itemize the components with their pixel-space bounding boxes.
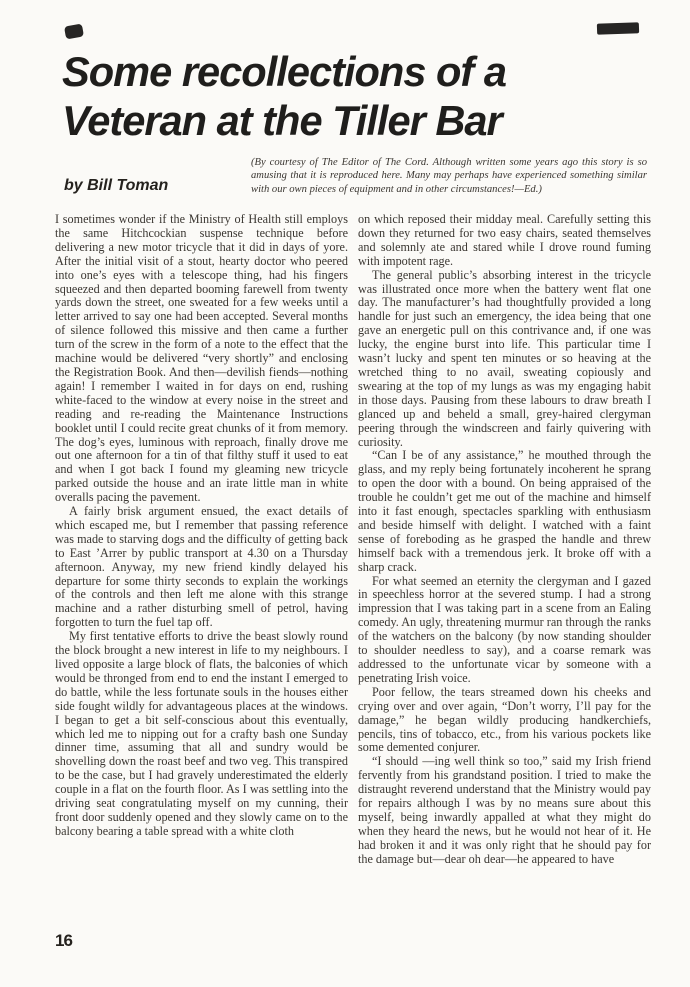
body-paragraph: The general public’s absorbing interest in the tricycle was illustrated once more when the battery went flat one day. The manufacturer’s had thoughtfully provided a long handle for just such an emergency, the idea being that one gave an energetic pull on this contrivance and, if one was lucky, the engine burst into life. This particular time I wasn’t lucky and spent ten minutes or so heaving at the wretched thing to no avail, sweating copiously and swearing at the top of my lungs as was my engaging habit in those days. Pausing from these labours to draw breath I glanced up and beheld a small, grey-haired clergyman peering through the windscreen and fairly quivering with curiosity. <box>358 267 651 449</box>
body-paragraph: For what seemed an eternity the clergyman and I gazed in speechless horror at the severed stump. I had a strong impression that I was taking part in a scene from an Ealing comedy. An ugly, threatening murmur ran through the ranks of the watchers on the balcony (by now standing shoulder to shoulder needless to say), and a coarse remark was addressed to the unfortunate vicar by someone with a penetrating Irish voice. <box>358 573 651 685</box>
article-title-line2: Veteran at the Tiller Bar <box>62 97 502 144</box>
scan-ink-mark-left <box>64 24 84 40</box>
body-paragraph: Poor fellow, the tears streamed down his cheeks and crying over and over again, “Don’t worry, I’ll pay for the damage,” he began wildly producing handkerchiefs, pencils, tins of tobacco, etc., from his various pockets like some demented conjurer. <box>358 684 651 755</box>
body-paragraph: “I should —ing well think so too,” said my Irish friend fervently from his grandstand position. I tried to make the distraught reverend understand that the Ministry would pay for repairs although I was by no means sure about this myself, being inwardly appalled at what they might do when they heard the news, but he would not hear of it. He had broken it and it was only right that he should pay for the damage but—dear oh dear—he appeared to have <box>358 754 651 866</box>
body-paragraph: I sometimes wonder if the Ministry of Health still employs the same Hitchcockian suspense technique before delivering a new motor tricycle that it did in days of yore. After the initial visit of a stout, hearty doctor who peered into one’s eyes with a telescope thing, had his fingers squeezed and then departed booming farewell from twenty yards down the street, one sweated for a few weeks until a letter arrived to say one had been accepted. Several months of silence followed this missive and then came a further turn of the screw in the form of a note to the effect that the machine would be delivered “very shortly” and enclosing the Registration Book. And then—devilish fiends—nothing again! I remember I waited in for days on end, rushing white-faced to the window at every noise in the street and reading and re-reading the Maintenance Instructions booklet until I could recite great chunks of it from memory. The dog’s eyes, luminous with reproach, finally drove me out one afternoon for a tin of that filthy stuff it used to eat and when I got back I found my gleaming new tricycle parked outside the house and an irate little man in white overalls pacing the pavement. <box>55 212 348 505</box>
body-paragraph: A fairly brisk argument ensued, the exact details of which escaped me, but I remember that passing reference was made to starving dogs and the difficulty of getting back to East ’Arrer by public transport at 4.30 on a Thursday afternoon. Anyway, my new friend kindly delayed his departure for some thirty seconds to explain the workings of the controls and then left me alone with this strange machine and a rather disturbing smell of petrol, having forgotten to turn the fuel tap off. <box>55 504 348 630</box>
article-body <box>55 213 651 867</box>
byline: by Bill Toman <box>64 177 169 194</box>
column-right <box>358 213 651 867</box>
article-title-line1: Some recollections of a <box>62 48 506 95</box>
body-paragraph: “Can I be of any assistance,” he mouthed through the glass, and my reply being fortunately incoherent he sprang to open the door with a bound. On being appraised of the trouble he couldn’t get me out of the machine and himself into it fast enough, spectacles sparkling with enthusiasm and beside himself with delight. I watched with a faint sense of foreboding as he grasped the handle and threw himself back with a tremendous jerk. It broke off with a sharp crack. <box>358 448 651 574</box>
page-number: 16 <box>55 931 72 950</box>
body-paragraph: on which reposed their midday meal. Carefully setting this down they returned for two easy chairs, seated themselves and solemnly ate and stared while I drove round fuming with impotent rage. <box>358 212 651 268</box>
scan-ink-mark-right <box>597 22 639 34</box>
article-title <box>62 47 506 145</box>
editor-note: (By courtesy of The Editor of The Cord. Although written some years ago this story is so amusing that it is reproduced here. Many may perhaps have experienced something similar with our own pieces of equipment and in other circumstances!—Ed.) <box>251 157 647 195</box>
column-left <box>55 213 348 867</box>
body-paragraph: My first tentative efforts to drive the beast slowly round the block brought a new interest in life to my neighbours. I lived opposite a large block of flats, the balconies of which would be thronged from end to end the instant I emerged to do battle, while the less fortunate souls in the houses either side fought wildly for advantageous places at the windows. I began to get a bit self-conscious about this eventually, which led me to nipping out for a crafty bash one Sunday dinner time, assuming that all and sundry would be shovelling down the roast beef and two veg. This transpired to be the case, but I had gravely underestimated the elderly couple in a flat on the fourth floor. As I was settling into the driving seat congratulating myself on my cunning, their front door suddenly opened and they slowly came on to the balcony bearing a table spread with a white cloth <box>55 629 348 838</box>
